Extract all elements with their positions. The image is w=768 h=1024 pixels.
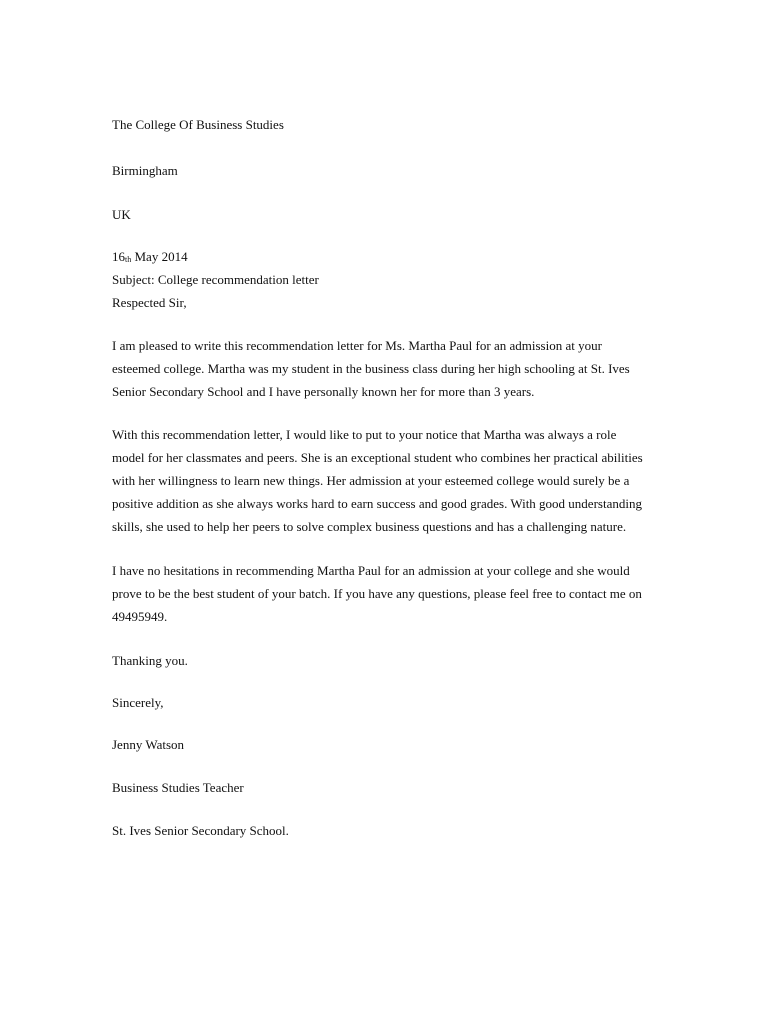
paragraph-line: esteemed college. Martha was my student in the business class during her high schooling at St. Ives <box>112 361 630 376</box>
paragraph-line: prove to be the best student of your batch. If you have any questions, please feel free to contact me on <box>112 586 642 601</box>
signature-school: St. Ives Senior Secondary School. <box>112 823 289 838</box>
recipient-name: The College Of Business Studies <box>112 117 284 132</box>
paragraph-line: 49495949. <box>112 609 168 624</box>
paragraph-line: I am pleased to write this recommendation letter for Ms. Martha Paul for an admission at your <box>112 338 602 353</box>
paragraph-line: with her willingness to learn new things. Her admission at your esteemed college would surely be a <box>112 473 630 488</box>
body-paragraph-3 <box>112 559 657 628</box>
date-day: 16 <box>112 249 125 264</box>
recipient-country: UK <box>112 207 131 222</box>
letter-date <box>112 250 188 263</box>
signature-name: Jenny Watson <box>112 737 185 752</box>
paragraph-line: skills, she used to help her peers to solve complex business questions and has a challenging nature. <box>112 519 627 534</box>
thanks-line: Thanking you. <box>112 653 188 668</box>
subject-line: Subject: College recommendation letter <box>112 272 319 287</box>
body-paragraph-2 <box>112 423 657 538</box>
paragraph-line: Senior Secondary School and I have personally known her for more than 3 years. <box>112 384 535 399</box>
closing-line: Sincerely, <box>112 695 164 710</box>
paragraph-line: I have no hesitations in recommending Martha Paul for an admission at your college and she would <box>112 563 630 578</box>
date-month-year: May 2014 <box>131 249 188 264</box>
body-paragraph-1 <box>112 334 657 403</box>
paragraph-line: With this recommendation letter, I would like to put to your notice that Martha was always a role <box>112 427 617 442</box>
date-ordinal: th <box>125 255 132 264</box>
signature-title: Business Studies Teacher <box>112 780 244 795</box>
recipient-city: Birmingham <box>112 163 178 178</box>
salutation: Respected Sir, <box>112 295 187 310</box>
paragraph-line: positive addition as she always works hard to earn success and good grades. With good understanding <box>112 496 642 511</box>
paragraph-line: model for her classmates and peers. She is an exceptional student who combines her practical abilities <box>112 450 643 465</box>
